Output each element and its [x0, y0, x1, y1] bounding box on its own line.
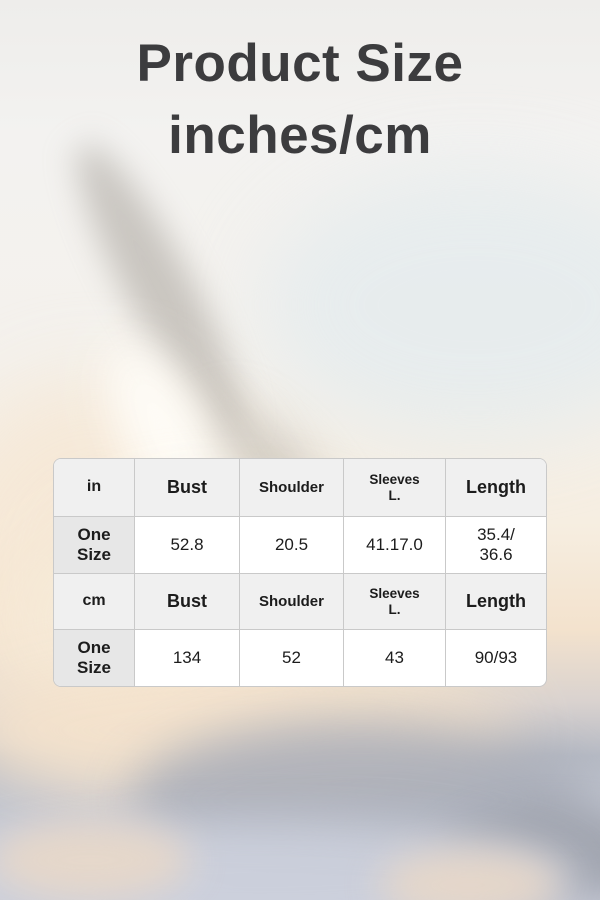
header-sleeves-cm: Sleeves L. [343, 573, 445, 629]
header-shoulder-in: Shoulder [239, 459, 343, 516]
value-shoulder-in: 20.5 [239, 516, 343, 573]
header-bust-cm: Bust [134, 573, 239, 629]
header-length-cm: Length [445, 573, 546, 629]
page-title-line2: inches/cm [168, 106, 432, 165]
value-length-cm: 90/93 [445, 629, 546, 686]
value-sleeves-in: 41.17.0 [343, 516, 445, 573]
value-shoulder-cm: 52 [239, 629, 343, 686]
header-shoulder-cm: Shoulder [239, 573, 343, 629]
page-title [0, 28, 600, 172]
header-unit-cm: cm [54, 573, 134, 629]
row-label-one-size-cm: One Size [54, 629, 134, 686]
value-length-in: 35.4/ 36.6 [445, 516, 546, 573]
header-sleeves-in: Sleeves L. [343, 459, 445, 516]
size-table [53, 458, 547, 687]
header-bust-in: Bust [134, 459, 239, 516]
value-bust-cm: 134 [134, 629, 239, 686]
page-title-line1: Product Size [136, 34, 464, 93]
header-unit-in: in [54, 459, 134, 516]
row-label-one-size-in: One Size [54, 516, 134, 573]
value-bust-in: 52.8 [134, 516, 239, 573]
header-length-in: Length [445, 459, 546, 516]
value-sleeves-cm: 43 [343, 629, 445, 686]
